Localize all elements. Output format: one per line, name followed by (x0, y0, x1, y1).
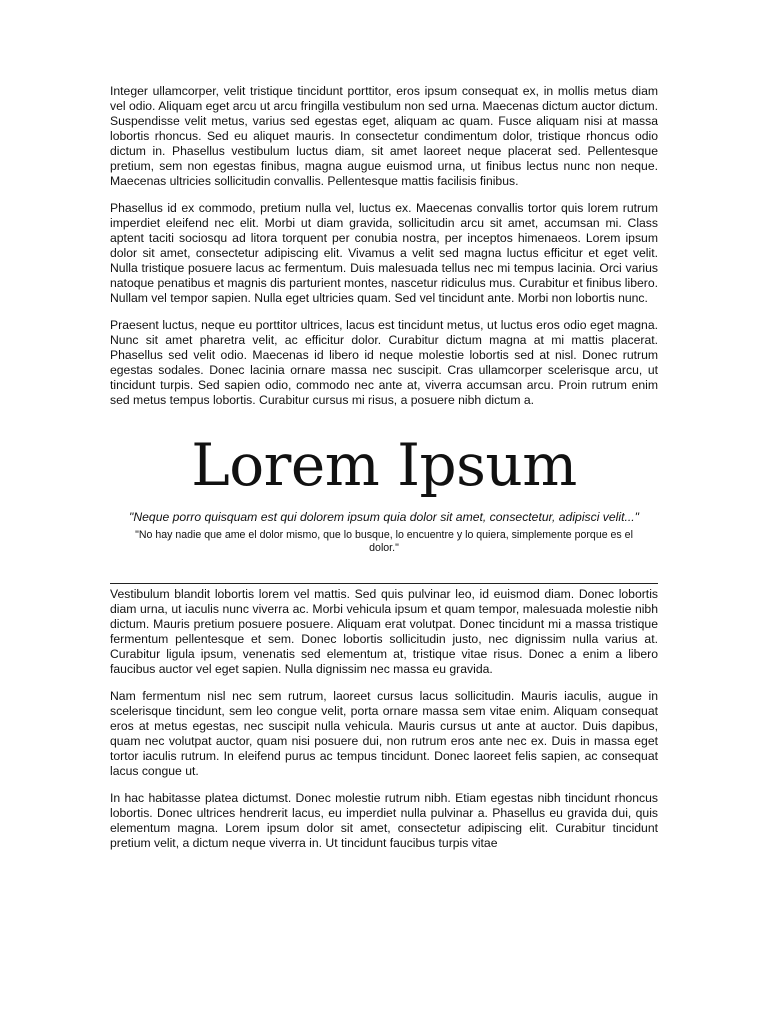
body-paragraph-5: Nam fermentum nisl nec sem rutrum, laoreet cursus lacus sollicitudin. Mauris iaculis, augue in scelerisque tincidunt, sem leo congue velit, porta ornare massa sem vitae enim. Aliquam consequat eros at metus egestas, nec suscipit nulla vehicula. Mauris cursus ut ante at auctor. Duis dapibus, quam nec volutpat auctor, quam nisi posuere dui, non rutrum eros ante nec ex. Duis in massa eget tortor iaculis rutrum. In eleifend purus ac tempus tincidunt. Donec laoreet felis sapien, ac consequat lacus congue ut. (110, 689, 658, 778)
body-paragraph-1: Integer ullamcorper, velit tristique tincidunt porttitor, eros ipsum consequat ex, in mollis metus diam vel odio. Aliquam eget arcu ut arcu fringilla vestibulum non sed urna. Maecenas dictum auctor dictum. Suspendisse velit metus, varius sed egestas eget, aliquam ac quam. Fusce aliquam nisi at massa lobortis rhoncus. Sed eu aliquet mauris. In consectetur condimentum dolor, tristique rhoncus odio dictum in. Phasellus vestibulum luctus diam, sit amet laoreet neque placerat sed. Pellentesque pretium, sem non egestas finibus, magna augue euismod urna, ut finibus lectus nunc non neque. Maecenas ultricies sollicitudin convallis. Pellentesque mattis facilisis finibus. (110, 84, 658, 188)
document-page (110, 84, 658, 863)
body-paragraph-3: Praesent luctus, neque eu porttitor ultrices, lacus est tincidunt metus, ut luctus eros odio eget magna. Nunc sit amet pharetra velit, ac efficitur dolor. Curabitur dictum magna at mi mattis placerat. Phasellus sed velit odio. Maecenas id libero id neque molestie lobortis sed at nisl. Donec rutrum egestas sodales. Donec lacinia ornare massa nec suscipit. Cras ullamcorper scelerisque arcu, ut tincidunt turpis. Sed sapien odio, commodo nec ante at, viverra accumsan arcu. Proin rutrum enim sed metus tempus lobortis. Curabitur cursus mi risus, a posuere nibh dictum a. (110, 318, 658, 407)
body-paragraph-2: Phasellus id ex commodo, pretium nulla vel, luctus ex. Maecenas convallis tortor quis lorem rutrum imperdiet eleifend nec elit. Morbi ut diam gravida, sollicitudin arcu sit amet, accumsan mi. Class aptent taciti sociosqu ad litora torquent per conubia nostra, per inceptos himenaeos. Lorem ipsum dolor sit amet, consectetur adipiscing elit. Vivamus a velit sed magna luctus efficitur et eget velit. Nulla tristique posuere lacus ac fermentum. Duis malesuada tellus nec mi tempus lacinia. Orci varius natoque penatibus et magnis dis parturient montes, nascetur ridiculus mus. Curabitur et finibus libero. Nullam vel tempor sapien. Nulla eget ultricies quam. Sed vel tincidunt ante. Morbi non lobortis nunc. (110, 201, 658, 305)
spanish-quote: "No hay nadie que ame el dolor mismo, que lo busque, lo encuentre y lo quiera, simplemente porque es el dolor." (135, 529, 633, 554)
latin-quote: "Neque porro quisquam est qui dolorem ipsum quia dolor sit amet, consectetur, adipisci velit..." (129, 510, 639, 524)
body-paragraph-6: In hac habitasse platea dictumst. Donec molestie rutrum nibh. Etiam egestas nibh tincidunt rhoncus lobortis. Donec ultrices hendrerit lacus, eu imperdiet nulla pulvinar a. Phasellus eu gravida dui, quis elementum magna. Lorem ipsum dolor sit amet, consectetur adipiscing elit. Curabitur tincidunt pretium velit, a dictum neque viverra in. Ut tincidunt faucibus turpis vitae (110, 791, 658, 850)
body-paragraph-4: Vestibulum blandit lobortis lorem vel mattis. Sed quis pulvinar leo, id euismod diam. Donec lobortis diam urna, ut iaculis nunc viverra ac. Morbi vehicula ipsum et quam tempor, malesuada molestie nibh dictum. Mauris pretium posuere posuere. Aliquam erat volutpat. Donec tincidunt mi a massa tristique fermentum pellentesque et sem. Donec lobortis sollicitudin justo, nec dignissim nulla varius at. Curabitur ligula ipsum, venenatis sed elementum at, tristique vitae risus. Donec a enim a libero faucibus auctor vel eget sapien. Nulla dignissim nec massa eu gravida. (110, 587, 658, 676)
section-divider (110, 583, 658, 584)
document-title: Lorem Ipsum (191, 431, 577, 499)
